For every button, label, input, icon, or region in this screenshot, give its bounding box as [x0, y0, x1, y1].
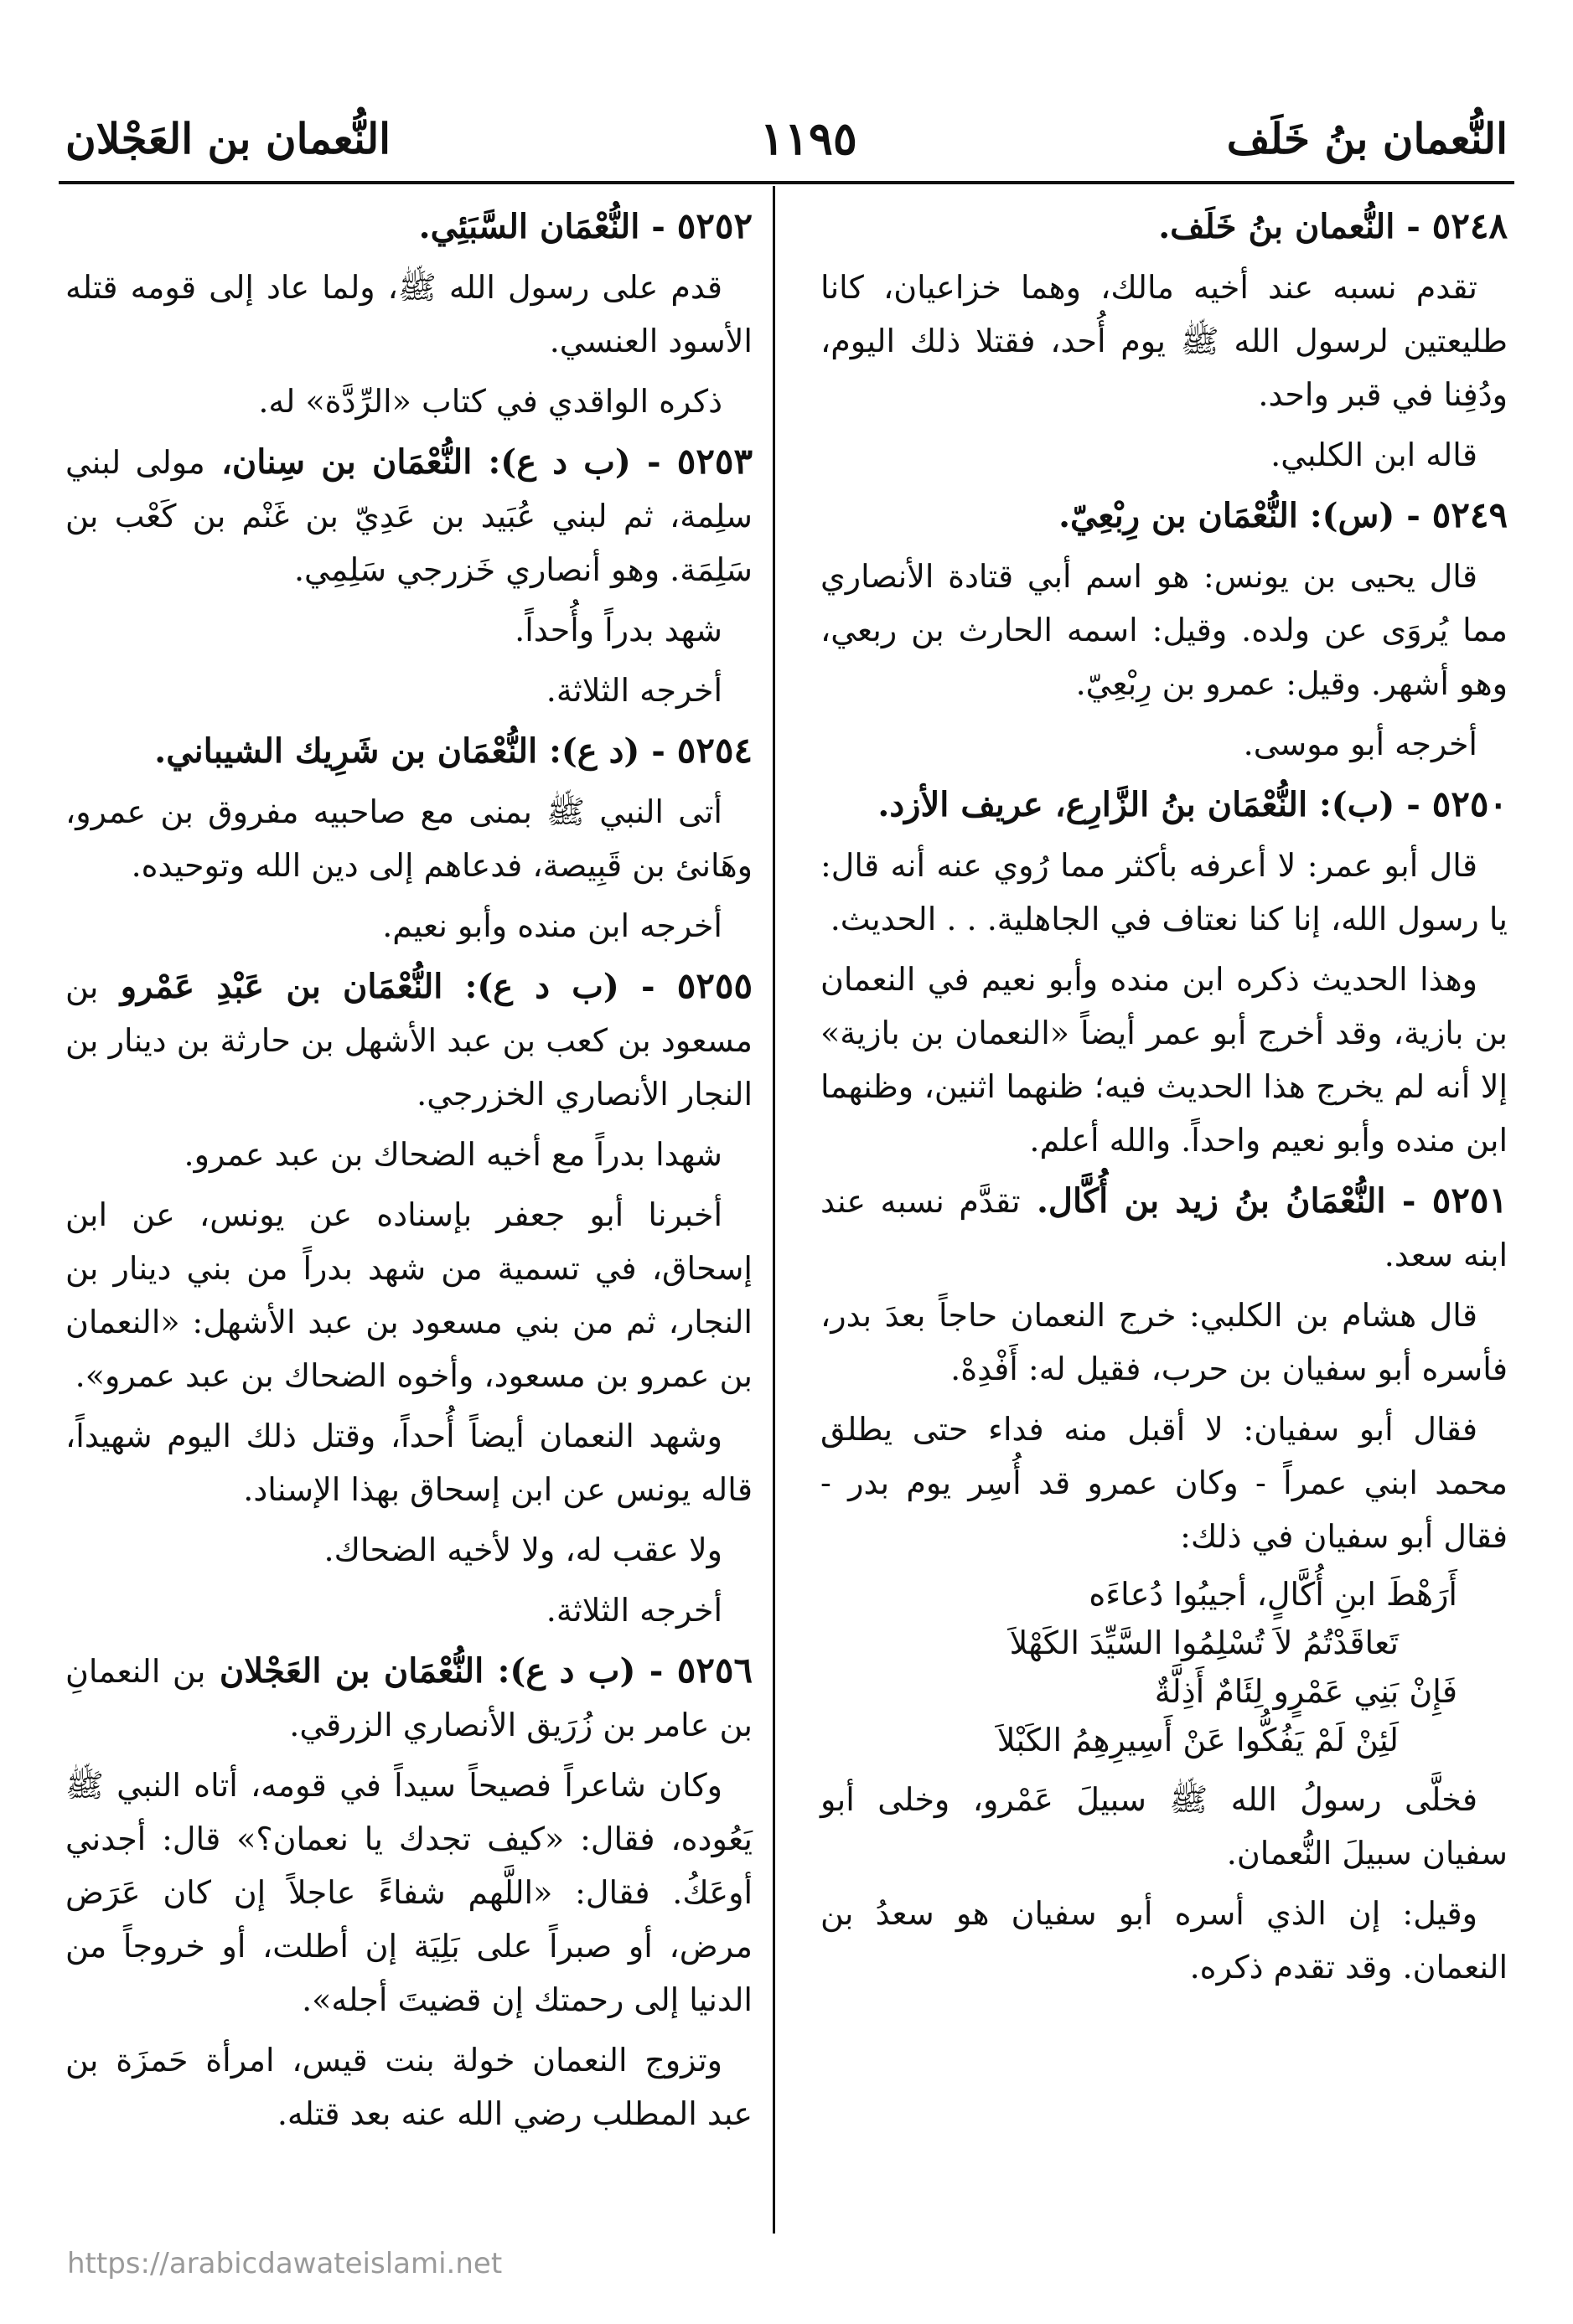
entry-heading: ٥٢٥٥ - (ب د ع): النُّعْمَان بن عَبْدِ عَمْرو بن مسعود بن كعب بن عبد الأشهل بن حارثة بن دينار بن النجار الأنصاري الخزرجي.	[65, 965, 753, 1113]
entry-heading: ٥٢٤٩ - (س): النُّعْمَان بن رِبْعِيّ.	[1058, 494, 1508, 535]
entry-paragraph: وتزوج النعمان خولة بنت قيس، امرأة حَمزَة بن عبد المطلب رضي الله عنه بعد قتله.	[65, 2042, 753, 2132]
running-head-left: النُّعمان بن العَجْلان	[65, 113, 391, 163]
entry-number: ٥٢٥٠	[1431, 783, 1508, 824]
entry-name: النُّعْمَان السَّبَئِي.	[418, 207, 640, 246]
entry-number: ٥٢٤٩	[1431, 494, 1508, 535]
page-number: ١١٩٥	[759, 111, 857, 165]
running-head-right: النُّعمان بنُ خَلَف	[1226, 113, 1508, 163]
entry-source-tag: (س):	[1309, 496, 1395, 535]
biography-entry	[65, 199, 753, 428]
poem-hemistich: لَئِنْ لَمْ يَفُكُّوا عَنْ أَسِيرِهِمُ الكَبْلاَ	[996, 1722, 1399, 1758]
header-rule	[59, 181, 1514, 184]
entry-heading: ٥٢٥٤ - (د ع): النُّعْمَان بن شَرِيك الشيباني.	[154, 730, 753, 771]
entry-name: النُّعْمَان بن العَجْلان	[219, 1651, 484, 1691]
entry-paragraph: قال يحيى بن يونس: هو اسم أبي قتادة الأنصاري مما يُروَى عن ولده. وقيل: اسمه الحارث بن ربعي، وهو أشهر. وقيل: عمرو بن رِبْعِيّ.	[820, 558, 1508, 702]
entry-paragraph: أخرجه الثلاثة.	[546, 1592, 722, 1629]
poem-hemistich: فَإِنْ بَنِي عَمْرٍو لِئَامٌ أَذِلَّةٌ	[1154, 1673, 1457, 1710]
entry-source-tag: (ب د ع):	[464, 967, 619, 1006]
entry-name: النُّعْمَانُ بنُ زيد بن أُكَّال.	[1036, 1181, 1386, 1221]
biography-entry	[65, 435, 753, 717]
entry-number: ٥٢٥٣	[676, 441, 753, 482]
entry-name: النُّعْمَان بن عَبْدِ عَمْرو	[120, 967, 443, 1006]
entry-paragraph: ذكره الواقدي في كتاب «الرِّدَّة» له.	[258, 383, 722, 420]
entry-source-tag: (ب د ع):	[488, 442, 631, 482]
column-divider	[773, 186, 775, 2234]
entry-name: النُّعْمَان بن سِنان،	[220, 442, 473, 482]
entry-name: النُّعْمَان بن رِبْعِيّ.	[1058, 496, 1298, 535]
entry-lineage: بن النعمانِ بن عامر بن زُرَيق الأنصاري الزرقي.	[65, 1653, 753, 1743]
right-column	[820, 194, 1508, 2001]
entry-number: ٥٢٥٤	[676, 730, 753, 771]
biography-entry	[65, 959, 753, 1637]
entry-paragraph: وشهد النعمان أيضاً أُحداً، وقتل ذلك اليوم شهيداً، قاله يونس عن ابن إسحاق بهذا الإسناد.	[65, 1418, 753, 1508]
entry-heading: ٥٢٥٦ - (ب د ع): النُّعْمَان بن العَجْلان بن النعمانِ بن عامر بن زُرَيق الأنصاري الزرقي.	[65, 1650, 753, 1743]
watermark-url: https://arabicdawateislami.net	[67, 2247, 503, 2280]
entry-heading: ٥٢٤٨ - النُّعمان بنُ خَلَف.	[1158, 205, 1508, 246]
entry-paragraph: قاله ابن الكلبي.	[1270, 436, 1477, 473]
entry-source-tag: (ب):	[1319, 785, 1395, 824]
entry-paragraph: أخرجه أبو موسى.	[1243, 726, 1477, 762]
entry-paragraph: أخبرنا أبو جعفر بإسناده عن يونس، عن ابن إسحاق، في تسمية من شهد بدراً من بني دينار بن النجار، ثم من بني مسعود بن عبد الأشهل: «النعمان بن عمرو بن مسعود، وأخوه الضحاك بن عبد عمرو».	[65, 1196, 753, 1394]
poem-hemistich: أَرَهْطَ ابنِ أُكَّالٍ، أجيبُوا دُعاءَه	[1089, 1576, 1457, 1613]
entry-source-tag: (ب د ع):	[497, 1651, 636, 1691]
entry-name: النُّعمان بنُ خَلَف.	[1158, 207, 1395, 246]
biography-entry	[820, 777, 1508, 1167]
poem-verses	[820, 1570, 1508, 1764]
entry-lineage: بن مسعود بن كعب بن عبد الأشهل بن حارثة بن دينار بن النجار الأنصاري الخزرجي.	[65, 968, 753, 1113]
entry-name: النُّعْمَان بن شَرِيك الشيباني.	[154, 731, 538, 771]
entry-heading: ٥٢٥١ - النُّعْمَانُ بنُ زيد بن أُكَّال. تقدَّم نسبه عند ابنه سعد.	[820, 1180, 1508, 1273]
poem-hemistich: تَعاقَدْتُمُ لاَ تُسْلِمُوا السَّيِّدَ الكَهْلاَ	[1009, 1624, 1399, 1661]
entry-lineage: تقدَّم نسبه عند ابنه سعد.	[820, 1183, 1508, 1273]
entry-paragraph: شهد بدراً وأُحداً.	[515, 612, 722, 648]
biography-entry	[65, 1644, 753, 2141]
entry-paragraph: ولا عقب له، ولا لأخيه الضحاك.	[323, 1531, 722, 1568]
entry-paragraph: قال هشام بن الكلبي: خرج النعمان حاجاً بعدَ بدر، فأسره أبو سفيان بن حرب، فقيل له: أَفْدِهْ.	[820, 1297, 1508, 1387]
entry-number: ٥٢٥٥	[676, 965, 753, 1006]
entry-paragraph: وهذا الحديث ذكره ابن منده وأبو نعيم في النعمان بن بازية، وقد أخرج أبو عمر أيضاً «النعمان بن بازية» إلا أنه لم يخرج هذا الحديث فيه؛ ظنهما اثنين، وظنهما ابن منده وأبو نعيم واحداً. والله أعلم.	[820, 961, 1508, 1159]
entry-paragraph: أتى النبي ﷺ بمنى مع صاحبيه مفروق بن عمرو، وهَانئ بن قَبِيصة، فدعاهم إلى دين الله وتوحيده.	[65, 793, 753, 884]
entry-heading: ٥٢٥٠ - (ب): النُّعْمَان بنُ الزَّارِع، عريف الأزد.	[877, 783, 1508, 824]
biography-entry	[820, 1174, 1508, 1994]
page-header	[65, 101, 1508, 176]
entry-paragraph: أخرجه ابن منده وأبو نعيم.	[382, 907, 722, 944]
entry-paragraph: وكان شاعراً فصيحاً سيداً في قومه، أتاه النبي ﷺ يَعُوده، فقال: «كيف تجدك يا نعمان؟» قال: أجدني أوعَكُ. فقال: «اللَّهم شفاءً عاجلاً إن كان عَرَض مرض، أو صبراً على بَلِيَة إن أطلت، أو خروجاً من الدنيا إلى رحمتك إن قضيتَ أجله».	[65, 1767, 753, 2018]
entry-source-tag: (د ع):	[549, 731, 640, 771]
entry-paragraph: أخرجه الثلاثة.	[546, 672, 722, 709]
entry-paragraph: تقدم نسبه عند أخيه مالك، وهما خزاعيان، كانا طليعتين لرسول الله ﷺ يوم أُحد، فقتلا ذلك اليوم، ودُفِنا في قبر واحد.	[820, 269, 1508, 413]
entry-heading: ٥٢٥٣ - (ب د ع): النُّعْمَان بن سِنان، مولى لبني سلِمة، ثم لبني عُبَيد بن عَدِيّ بن غَنْم بن كَعْب بن سَلِمَة. وهو أنصاري خَزرجي سَلِمِي.	[65, 441, 753, 588]
left-column	[65, 194, 753, 2147]
entry-paragraph: فخلَّى رسولُ الله ﷺ سبيلَ عَمْرو، وخلى أبو سفيان سبيلَ النُّعمان.	[820, 1781, 1508, 1872]
entry-paragraph: قدم على رسول الله ﷺ، ولما عاد إلى قومه قتله الأسود العنسي.	[65, 269, 753, 359]
entry-number: ٥٢٥١	[1431, 1180, 1508, 1221]
entry-number: ٥٢٤٨	[1431, 205, 1508, 246]
biography-entry	[65, 724, 753, 953]
entry-heading: ٥٢٥٢ - النُّعْمَان السَّبَئِي.	[418, 205, 753, 246]
biography-entry	[820, 199, 1508, 482]
entry-number: ٥٢٥٦	[676, 1650, 753, 1691]
entry-paragraph: قال أبو عمر: لا أعرفه بأكثر مما رُوي عنه أنه قال: يا رسول الله، إنا كنا نعتاف في الجاهلية. . . الحديث.	[820, 847, 1508, 937]
entry-paragraph: فقال أبو سفيان: لا أقبل منه فداء حتى يطلق محمد ابني عمراً - وكان عمرو قد أُسِر يوم بدر - فقال أبو سفيان في ذلك:	[820, 1411, 1508, 1555]
entry-name: النُّعْمَان بنُ الزَّارِع، عريف الأزد.	[877, 785, 1308, 824]
entry-paragraph: وقيل: إن الذي أسره أبو سفيان هو سعدُ بن النعمان. وقد تقدم ذكره.	[820, 1895, 1508, 1986]
entry-paragraph: شهدا بدراً مع أخيه الضحاك بن عبد عمرو.	[184, 1136, 722, 1173]
entry-number: ٥٢٥٢	[676, 205, 753, 246]
biography-entry	[820, 488, 1508, 771]
entry-lineage: مولى لبني سلِمة، ثم لبني عُبَيد بن عَدِيّ بن غَنْم بن كَعْب بن سَلِمَة. وهو أنصاري خَزرجي سَلِمِي.	[65, 444, 753, 588]
